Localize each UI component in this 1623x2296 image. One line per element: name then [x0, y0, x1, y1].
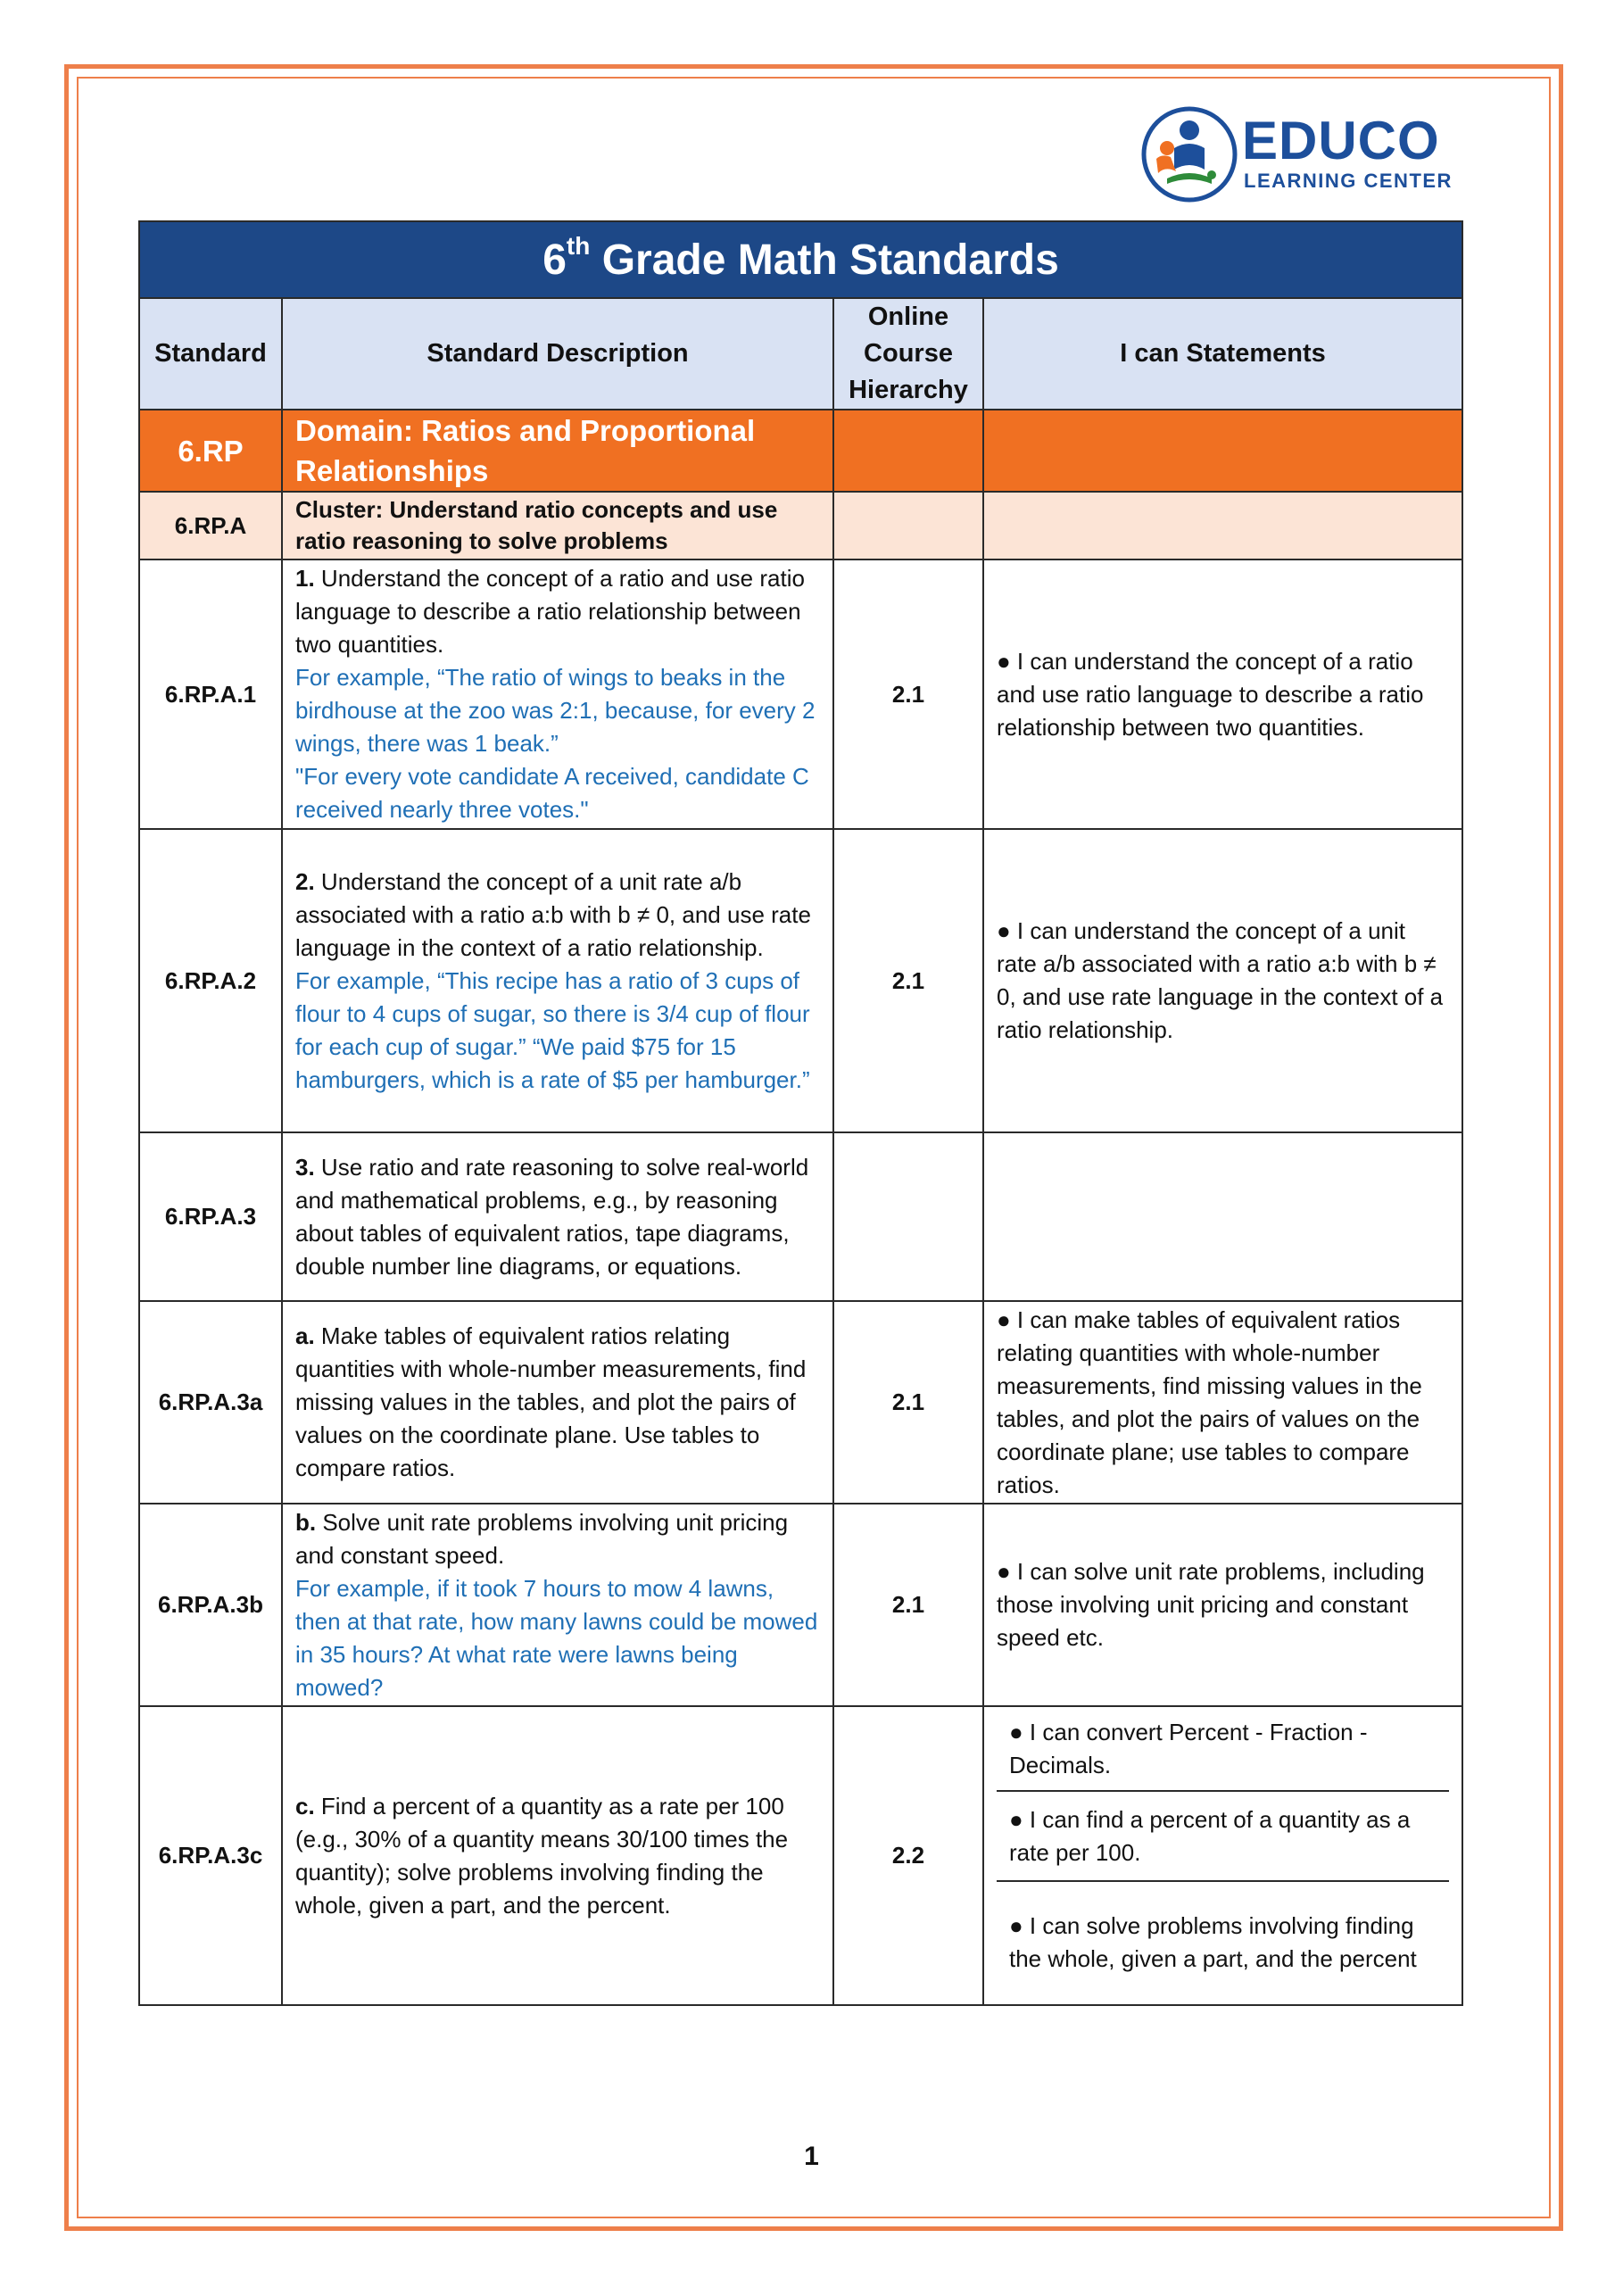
hierarchy-value: 2.1 — [833, 559, 983, 829]
header-statements: I can Statements — [983, 298, 1462, 410]
header-row — [139, 298, 1462, 410]
cluster-code: 6.RP.A — [139, 492, 282, 559]
table-row — [139, 1706, 1462, 2005]
standard-code: 6.RP.A.3c — [139, 1706, 282, 2005]
header-standard: Standard — [139, 298, 282, 410]
table-row — [139, 1504, 1462, 1706]
standard-code: 6.RP.A.3 — [139, 1132, 282, 1301]
i-can-statement-group — [983, 1706, 1462, 2005]
i-can-statement: ● I can make tables of equivalent ratios relating quantities with whole-number measurements, find missing values in the tables, and plot the pairs of values on the coordinate plane; use tables to compare ratios. — [983, 1301, 1462, 1504]
table-row — [139, 1132, 1462, 1301]
hierarchy-value: 2.1 — [833, 1301, 983, 1504]
page-number: 1 — [804, 2142, 819, 2171]
hierarchy-value: 2.1 — [833, 1504, 983, 1706]
table-row — [139, 1301, 1462, 1504]
i-can-statement: ● I can find a percent of a quantity as a rate per 100. — [997, 1792, 1449, 1882]
logo-mark-icon — [1140, 105, 1238, 203]
i-can-statement — [983, 1132, 1462, 1301]
educo-logo — [1140, 105, 1472, 203]
logo-wordmark: EDUCO — [1242, 111, 1440, 170]
standard-code: 6.RP.A.3b — [139, 1504, 282, 1706]
i-can-statement: ● I can solve unit rate problems, including those involving unit pricing and constant speed etc. — [983, 1504, 1462, 1706]
standard-description: 1. Understand the concept of a ratio and use ratio language to describe a ratio relationship between two quantities. For example, “The ratio of wings to beaks in the birdhouse at the zoo was 2:1, because, for every 2 wings, there was 1 beak.” "For every vote candidate A received, candidate C received nearly three votes." — [282, 559, 833, 829]
standard-description: 3. Use ratio and rate reasoning to solve real-world and mathematical problems, e.g., by reasoning about tables of equivalent ratios, tape diagrams, double number line diagrams, or equations. — [282, 1132, 833, 1301]
hierarchy-value: 2.2 — [833, 1706, 983, 2005]
domain-code: 6.RP — [139, 410, 282, 492]
i-can-statement: ● I can understand the concept of a ratio and use ratio language to describe a ratio relationship between two quantities. — [983, 559, 1462, 829]
cluster-label: Cluster: Understand ratio concepts and use ratio reasoning to solve problems — [282, 492, 833, 559]
example-text: For example, “This recipe has a ratio of 3 cups of flour to 4 cups of sugar, so there is 3/4 cup of flour for each cup of sugar.” “We paid $75 for 15 hamburgers, which is a rate of $5 per hamburger.” — [295, 966, 810, 1093]
domain-label: Domain: Ratios and Proportional Relationships — [282, 410, 833, 492]
table-title: 6th Grade Math Standards — [139, 221, 1462, 298]
standard-description: a. Make tables of equivalent ratios relating quantities with whole-number measurements, find missing values in the tables, and plot the pairs of values on the coordinate plane. Use tables to compare ratios. — [282, 1301, 833, 1504]
hierarchy-value: 2.1 — [833, 829, 983, 1132]
standard-code: 6.RP.A.2 — [139, 829, 282, 1132]
domain-row — [139, 410, 1462, 492]
example-text: "For every vote candidate A received, candidate C received nearly three votes." — [295, 763, 809, 823]
i-can-statement: ● I can solve problems involving finding the whole, given a part, and the percent — [1009, 1912, 1417, 1972]
standard-description: b. Solve unit rate problems involving unit pricing and constant speed. For example, if it took 7 hours to mow 4 lawns, then at that rate, how many lawns could be mowed in 35 hours? At what rate were lawns being mowed? — [282, 1504, 833, 1706]
logo-subtitle: LEARNING CENTER — [1244, 170, 1453, 192]
hierarchy-value — [833, 1132, 983, 1301]
table-row — [139, 829, 1462, 1132]
example-text: For example, “The ratio of wings to beaks in the birdhouse at the zoo was 2:1, because, for every 2 wings, there was 1 beak.” — [295, 664, 816, 757]
i-can-statement: ● I can understand the concept of a unit rate a/b associated with a ratio a:b with b ≠ 0, and use rate language in the context of a ratio relationship. — [983, 829, 1462, 1132]
standard-code: 6.RP.A.3a — [139, 1301, 282, 1504]
standard-description: c. Find a percent of a quantity as a rate per 100 (e.g., 30% of a quantity means 30/100 times the quantity); solve problems involving finding the whole, given a part, and the percent. — [282, 1706, 833, 2005]
example-text: For example, if it took 7 hours to mow 4 lawns, then at that rate, how many lawns could be mowed in 35 hours? At what rate were lawns being mowed? — [295, 1574, 818, 1701]
header-hierarchy: Online Course Hierarchy — [833, 298, 983, 410]
standards-table — [138, 220, 1463, 2006]
standard-description: 2. Understand the concept of a unit rate a/b associated with a ratio a:b with b ≠ 0, and use rate language in the context of a ratio relationship. For example, “This recipe has a ratio of 3 cups of flour to 4 cups of sugar, so there is 3/4 cup of flour for each cup of sugar.” “We paid $75 for 15 hamburgers, which is a rate of $5 per hamburger.” — [282, 829, 833, 1132]
header-description: Standard Description — [282, 298, 833, 410]
i-can-statement: ● I can convert Percent - Fraction - Decimals. — [997, 1708, 1449, 1792]
table-row — [139, 559, 1462, 829]
standard-code: 6.RP.A.1 — [139, 559, 282, 829]
cluster-row — [139, 492, 1462, 559]
